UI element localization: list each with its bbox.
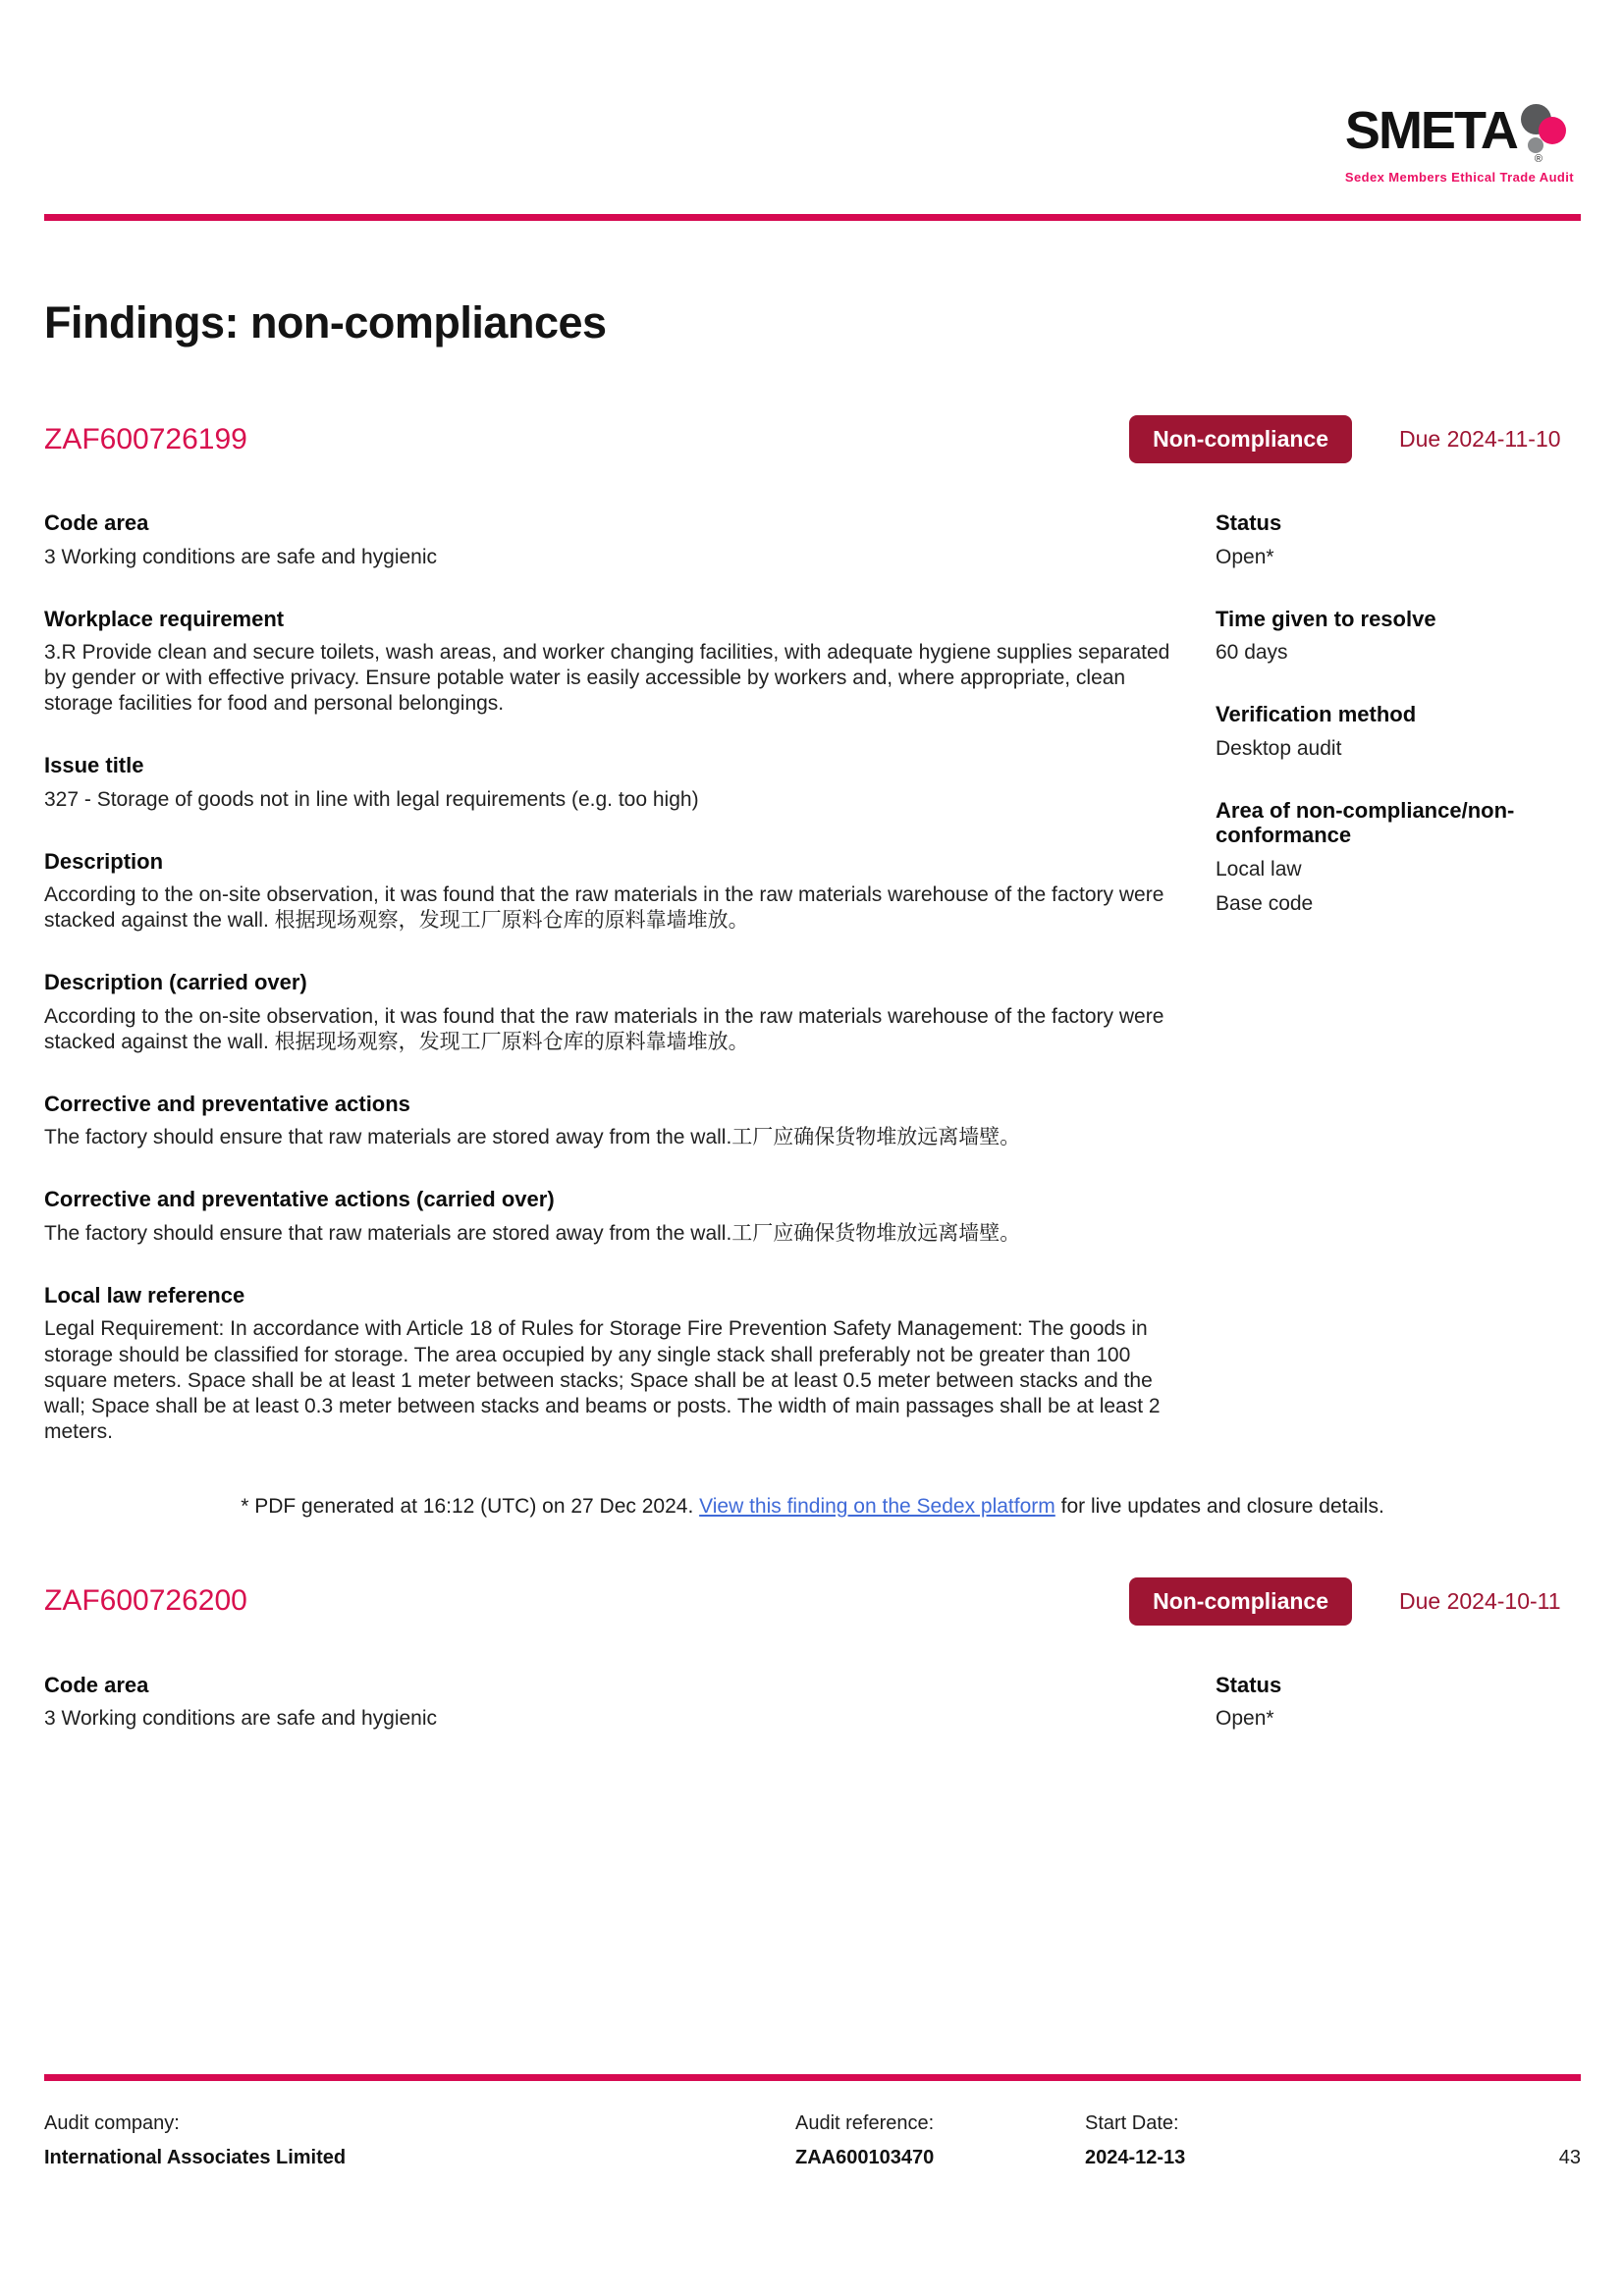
finding-1-id: ZAF600726199 — [44, 422, 247, 455]
pdf-generated-footnote — [44, 1495, 1581, 1519]
smeta-logo-dots-icon — [1519, 104, 1568, 165]
footer-value: ZAA600103470 — [795, 2147, 935, 2168]
finding-section-2 — [44, 1577, 1581, 1769]
field-label: Verification method — [1216, 702, 1417, 727]
due-date: Due 2024-10-11 — [1399, 1587, 1561, 1614]
field-value: 3.R Provide clean and secure toilets, wash areas, and worker changing facilities, with adequate hygiene supplies separated by gender or with effective privacy. Ensure potable water is easily accessible by workers and, where appropriate, clean storage facilities for food and personal belongings. — [44, 641, 1170, 716]
finding-2-status-area — [1129, 1577, 1581, 1626]
field-code-area — [44, 510, 1194, 570]
finding-1-header — [44, 415, 1581, 463]
smeta-logo — [1344, 101, 1574, 185]
footer-audit-company — [44, 2112, 795, 2169]
field-label: Status — [1216, 1672, 1282, 1697]
finding-2-left-column — [44, 1673, 1194, 1769]
logo-dot-pink — [1539, 117, 1566, 144]
field-label: Description (carried over) — [44, 970, 307, 995]
non-compliance-badge: Non-compliance — [1129, 1577, 1352, 1626]
field-value: Base code — [1216, 891, 1314, 915]
field-label: Workplace requirement — [44, 606, 285, 631]
page-title: Findings: non-compliances — [44, 297, 607, 347]
page-footer — [44, 2112, 1581, 2169]
footer-start-date — [1085, 2112, 1559, 2169]
footnote-prefix: * PDF generated at 16:12 (UTC) on 27 Dec 2024. — [241, 1494, 700, 1518]
footer-value: International Associates Limited — [44, 2147, 347, 2168]
field-value: 3 Working conditions are safe and hygienic — [44, 545, 438, 568]
logo-dot-grey-small — [1528, 137, 1543, 153]
field-label: Description — [44, 848, 164, 874]
header-divider — [44, 214, 1581, 221]
field-corrective-actions-carried-over — [44, 1187, 1194, 1247]
footer-label: Start Date: — [1085, 2112, 1179, 2134]
field-value: The factory should ensure that raw materials are stored away from the wall.工厂应确保货物堆放远离墙壁。 — [44, 1221, 1021, 1245]
field-value: The factory should ensure that raw materials are stored away from the wall.工厂应确保货物堆放远离墙壁。 — [44, 1126, 1021, 1149]
non-compliance-badge: Non-compliance — [1129, 415, 1352, 463]
field-value: Desktop audit — [1216, 736, 1342, 760]
registered-trademark-symbol: ® — [1534, 153, 1543, 165]
field-value: Open* — [1216, 545, 1274, 568]
footer-value: 2024-12-13 — [1085, 2147, 1186, 2168]
field-label: Issue title — [44, 753, 144, 778]
field-status — [1216, 510, 1581, 570]
finding-1-right-column — [1216, 510, 1581, 1481]
field-label: Corrective and preventative actions (carried over) — [44, 1187, 555, 1212]
field-label: Code area — [44, 510, 149, 535]
field-local-law-reference — [44, 1283, 1194, 1445]
footer-label: Audit reference: — [795, 2112, 935, 2134]
field-label: Corrective and preventative actions — [44, 1091, 410, 1116]
field-label: Local law reference — [44, 1282, 245, 1308]
field-issue-title — [44, 753, 1194, 813]
field-workplace-requirement — [44, 607, 1194, 718]
field-label: Area of non-compliance/non-conformance — [1216, 797, 1515, 848]
finding-section-1 — [44, 415, 1581, 1519]
page-number: 43 — [1558, 2147, 1581, 2168]
footer-divider — [44, 2074, 1581, 2081]
field-value: 327 - Storage of goods not in line with legal requirements (e.g. too high) — [44, 787, 699, 811]
field-value: 3 Working conditions are safe and hygienic — [44, 1707, 438, 1731]
finding-2-right-column — [1216, 1673, 1581, 1769]
field-code-area — [44, 1673, 1194, 1733]
footer-audit-reference — [795, 2112, 1085, 2169]
finding-2-header — [44, 1577, 1581, 1626]
field-status — [1216, 1673, 1581, 1733]
field-label: Status — [1216, 510, 1282, 535]
smeta-logo-text: SMETA — [1344, 101, 1517, 160]
due-date: Due 2024-11-10 — [1399, 426, 1561, 452]
field-time-given-to-resolve — [1216, 607, 1581, 667]
field-area-of-non-compliance — [1216, 798, 1581, 917]
field-value: 60 days — [1216, 641, 1288, 665]
field-value: According to the on-site observation, it was found that the raw materials in the raw materials warehouse of the factory were stacked against the wall. 根据现场观察，发现工厂原料仓库的原料靠墙堆放。 — [44, 883, 1164, 933]
smeta-logo-tagline: Sedex Members Ethical Trade Audit — [1344, 170, 1574, 185]
field-verification-method — [1216, 702, 1581, 762]
field-value: Local law — [1216, 857, 1302, 881]
field-value: Legal Requirement: In accordance with Article 18 of Rules for Storage Fire Prevention Safety Management: The goods in storage should be classified for storage. The area occupied by any single stack shall preferably not be greater than 100 square meters. Space shall be at least 1 meter between stacks; Space shall be at least 0.5 meter between stacks and the wall; Space shall be at least 0.3 meter between stacks and beams or posts. The width of main passages shall be at least 2 meters. — [44, 1317, 1161, 1443]
field-label: Time given to resolve — [1216, 606, 1436, 631]
field-description-carried-over — [44, 970, 1194, 1055]
field-corrective-actions — [44, 1092, 1194, 1151]
finding-1-status-area — [1129, 415, 1581, 463]
field-label: Code area — [44, 1672, 149, 1697]
main-content — [44, 297, 1581, 1768]
field-value: According to the on-site observation, it was found that the raw materials in the raw materials warehouse of the factory were stacked against the wall. 根据现场观察，发现工厂原料仓库的原料靠墙堆放。 — [44, 1004, 1164, 1053]
footnote-suffix: for live updates and closure details. — [1055, 1494, 1384, 1518]
finding-1-left-column — [44, 510, 1194, 1481]
field-value: Open* — [1216, 1707, 1274, 1731]
footer-label: Audit company: — [44, 2112, 180, 2134]
sedex-platform-link[interactable]: View this finding on the Sedex platform — [699, 1494, 1055, 1518]
field-description — [44, 849, 1194, 934]
finding-2-id: ZAF600726200 — [44, 1584, 247, 1618]
